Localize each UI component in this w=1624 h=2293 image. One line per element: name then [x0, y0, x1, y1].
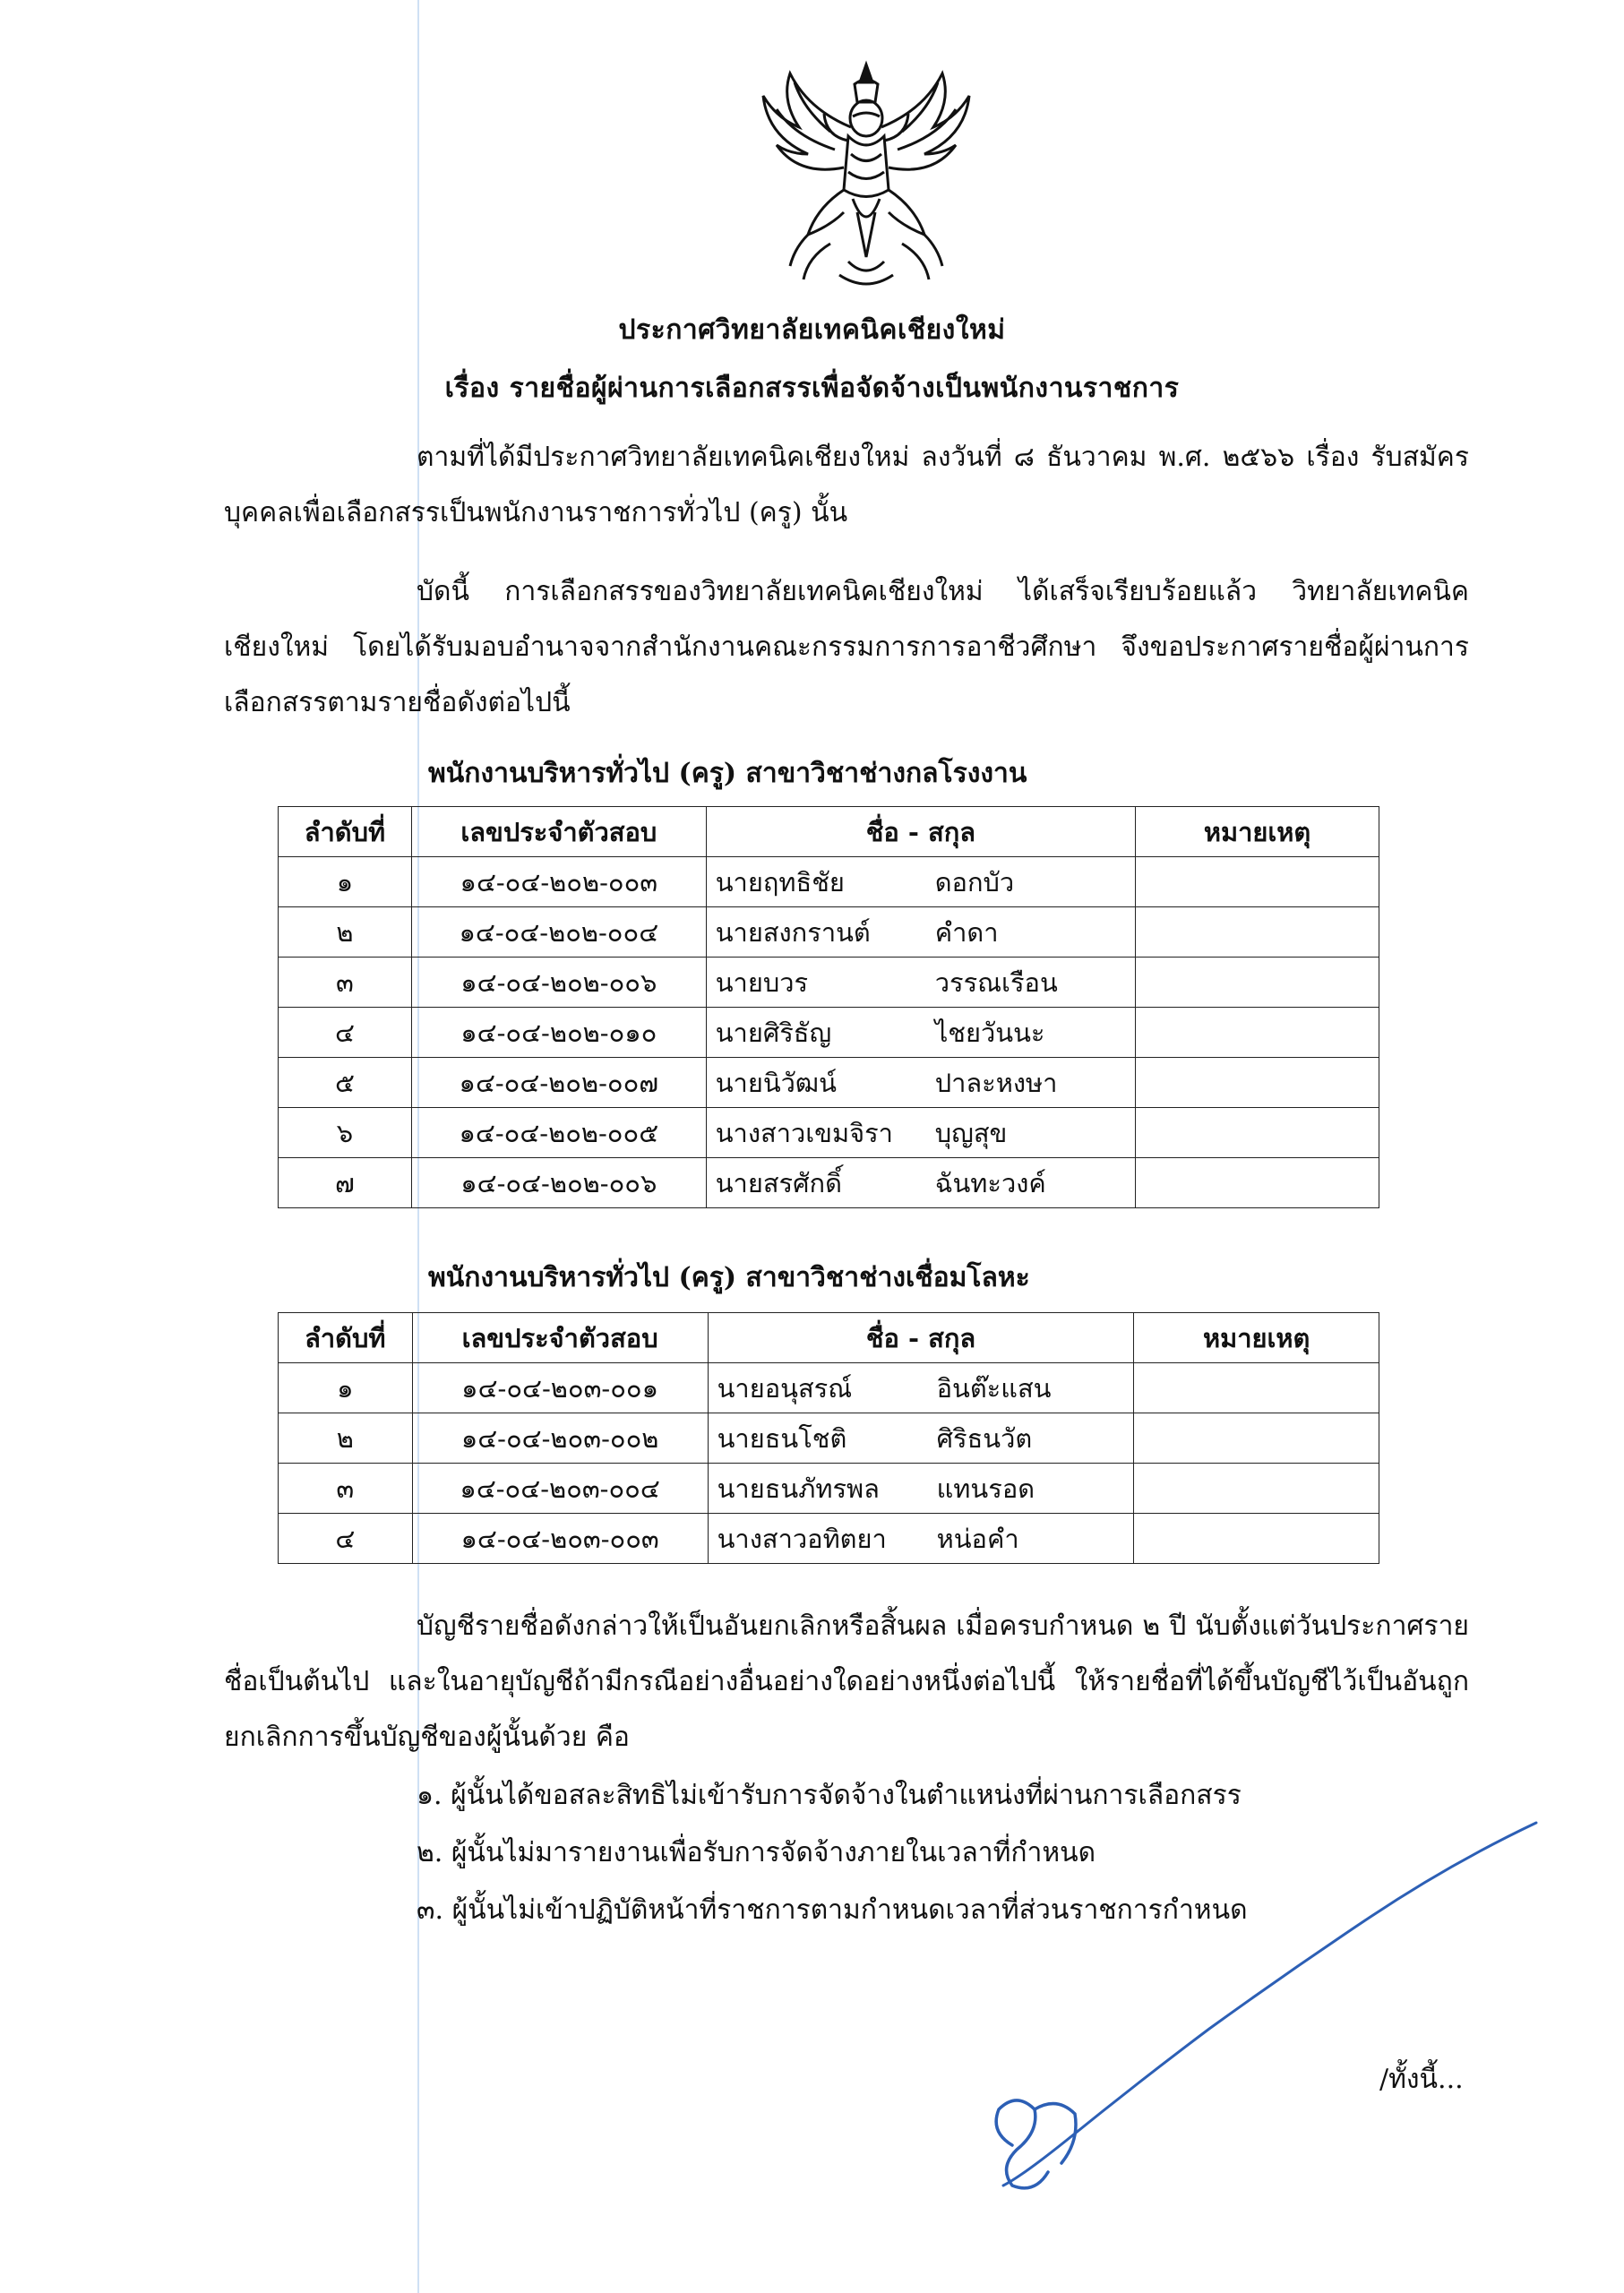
header-name: ชื่อ - สกุล [708, 1313, 1134, 1363]
row-no: ๒ [279, 907, 412, 958]
table-row [279, 1108, 1379, 1158]
table-row [279, 1158, 1379, 1208]
row-exam-id: ๑๔-๐๔-๒๐๒-๐๐๖ [411, 1158, 706, 1208]
row-exam-id: ๑๔-๐๔-๒๐๒-๐๑๐ [411, 1008, 706, 1058]
validity-paragraph: บัญชีรายชื่อดังกล่าวให้เป็นอันยกเลิกหรือสิ้นผล เมื่อครบกำหนด ๒ ปี นับตั้งแต่วันประกาศรายชื่อเป็นต้นไป และในอายุบัญชีถ้ามีกรณีอย่างอื่นอย่างใดอย่างหนึ่งต่อไปนี้ ให้รายชื่อที่ได้ขึ้นบัญชีไว้เป็นอันถูกยกเลิกการขึ้นบัญชีของผู้นั้นด้วย คือ [224, 1610, 1469, 1753]
table-row [279, 1363, 1379, 1413]
last-name: อินต๊ะแสน [936, 1372, 1052, 1404]
header-note: หมายเหตุ [1134, 1313, 1379, 1363]
row-no: ๔ [279, 1008, 412, 1058]
row-exam-id: ๑๔-๐๔-๒๐๒-๐๐๓ [411, 857, 706, 907]
first-name: นายธนภัทรพล [717, 1473, 880, 1504]
section-heading-machine-shop: พนักงานบริหารทั่วไป (ครู) สาขาวิชาช่างกลโรงงาน [428, 758, 1027, 789]
row-name [706, 1008, 1135, 1058]
table-row [279, 1008, 1379, 1058]
table-row [279, 1413, 1379, 1464]
row-note [1136, 1008, 1379, 1058]
row-name [706, 1108, 1135, 1158]
row-name [706, 1058, 1135, 1108]
last-name: หน่อคำ [936, 1523, 1019, 1554]
row-exam-id: ๑๔-๐๔-๒๐๓-๐๐๓ [412, 1514, 708, 1564]
table-row [279, 1058, 1379, 1108]
last-name: ฉันทะวงค์ [934, 1167, 1046, 1198]
table-header-row [279, 807, 1379, 857]
last-name: ปาละหงษา [934, 1067, 1058, 1098]
announcement-paragraph: บัดนี้ การเลือกสรรของวิทยาลัยเทคนิคเชียงใหม่ ได้เสร็จเรียบร้อยแล้ว วิทยาลัยเทคนิคเชียงใหม่ โดยได้รับมอบอำนาจจากสำนักงานคณะกรรมการการอาชีวศึกษา จึงขอประกาศรายชื่อผู้ผ่านการเลือกสรรตามรายชื่อดังต่อไปนี้ [224, 576, 1469, 718]
intro-paragraph: ตามที่ได้มีประกาศวิทยาลัยเทคนิคเชียงใหม่ ลงวันที่ ๘ ธันวาคม พ.ศ. ๒๕๖๖ เรื่อง รับสมัครบุคคลเพื่อเลือกสรรเป็นพนักงานราชการทั่วไป (ครู) นั้น [224, 442, 1469, 528]
row-no: ๑ [279, 1363, 413, 1413]
row-exam-id: ๑๔-๐๔-๒๐๒-๐๐๕ [411, 1108, 706, 1158]
first-name: นายบวร [715, 966, 809, 998]
row-name [708, 1413, 1134, 1464]
header-name: ชื่อ - สกุล [706, 807, 1135, 857]
row-name [706, 857, 1135, 907]
condition-item-1: ๑. ผู้นั้นได้ขอสละสิทธิไม่เข้ารับการจัดจ้างในตำแหน่งที่ผ่านการเลือกสรร [417, 1780, 1242, 1811]
last-name: คำดา [934, 916, 999, 948]
row-exam-id: ๑๔-๐๔-๒๐๓-๐๐๑ [412, 1363, 708, 1413]
row-no: ๑ [279, 857, 412, 907]
row-exam-id: ๑๔-๐๔-๒๐๒-๐๐๗ [411, 1058, 706, 1108]
first-name: นายสงกรานต์ [715, 916, 871, 948]
section-heading-welding: พนักงานบริหารทั่วไป (ครู) สาขาวิชาช่างเชื่อมโลหะ [428, 1262, 1030, 1293]
roster-table-welding [278, 1312, 1379, 1564]
header-no: ลำดับที่ [279, 807, 412, 857]
row-exam-id: ๑๔-๐๔-๒๐๒-๐๐๔ [411, 907, 706, 958]
row-note [1134, 1464, 1379, 1514]
last-name: ไชยวันนะ [934, 1017, 1045, 1048]
first-name: นางสาวเขมจิรา [715, 1117, 893, 1148]
table-row [279, 958, 1379, 1008]
header-no: ลำดับที่ [279, 1313, 413, 1363]
row-no: ๒ [279, 1413, 413, 1464]
row-no: ๓ [279, 1464, 413, 1514]
last-name: ศิริธนวัต [936, 1422, 1033, 1454]
first-name: นางสาวอทิตยา [717, 1523, 887, 1554]
table-row [279, 907, 1379, 958]
row-note [1136, 1158, 1379, 1208]
row-exam-id: ๑๔-๐๔-๒๐๓-๐๐๔ [412, 1464, 708, 1514]
header-exam-id: เลขประจำตัวสอบ [412, 1313, 708, 1363]
signature-mark-icon [985, 1791, 1568, 2203]
row-name [708, 1363, 1134, 1413]
row-no: ๕ [279, 1058, 412, 1108]
first-name: นายอนุสรณ์ [717, 1372, 853, 1404]
condition-item-3: ๓. ผู้นั้นไม่เข้าปฏิบัติหน้าที่ราชการตามกำหนดเวลาที่ส่วนราชการกำหนด [417, 1894, 1248, 1926]
last-name: แทนรอด [936, 1473, 1035, 1504]
row-name [706, 1158, 1135, 1208]
row-name [708, 1464, 1134, 1514]
first-name: นายธนโชติ [717, 1422, 847, 1454]
roster-table-machine-shop [278, 806, 1379, 1208]
garuda-emblem-icon [754, 56, 978, 297]
first-name: นายศิริธัญ [715, 1017, 832, 1048]
document-subject: เรื่อง รายชื่อผู้ผ่านการเลือกสรรเพื่อจัดจ้างเป็นพนักงานราชการ [444, 373, 1180, 404]
row-no: ๔ [279, 1514, 413, 1564]
table-row [279, 1464, 1379, 1514]
row-note [1136, 907, 1379, 958]
first-name: นายนิวัฒน์ [715, 1067, 837, 1098]
row-note [1134, 1514, 1379, 1564]
row-name [708, 1514, 1134, 1564]
row-exam-id: ๑๔-๐๔-๒๐๓-๐๐๒ [412, 1413, 708, 1464]
table-row [279, 857, 1379, 907]
row-no: ๗ [279, 1158, 412, 1208]
last-name: วรรณเรือน [934, 966, 1058, 998]
row-note [1136, 958, 1379, 1008]
row-name [706, 958, 1135, 1008]
first-name: นายสรศักดิ์ [715, 1167, 842, 1198]
document-title: ประกาศวิทยาลัยเทคนิคเชียงใหม่ [618, 314, 1006, 346]
last-name: บุญสุข [934, 1117, 1008, 1148]
first-name: นายฤทธิชัย [715, 866, 845, 897]
table-header-row [279, 1313, 1379, 1363]
row-note [1136, 1108, 1379, 1158]
table-row [279, 1514, 1379, 1564]
row-note [1134, 1413, 1379, 1464]
condition-item-2: ๒. ผู้นั้นไม่มารายงานเพื่อรับการจัดจ้างภายในเวลาที่กำหนด [417, 1837, 1096, 1868]
row-note [1136, 857, 1379, 907]
row-exam-id: ๑๔-๐๔-๒๐๒-๐๐๖ [411, 958, 706, 1008]
header-note: หมายเหตุ [1136, 807, 1379, 857]
row-no: ๓ [279, 958, 412, 1008]
row-note [1134, 1363, 1379, 1413]
row-no: ๖ [279, 1108, 412, 1158]
continuation-marker: /ทั้งนี้... [1379, 2064, 1464, 2095]
header-exam-id: เลขประจำตัวสอบ [411, 807, 706, 857]
last-name: ดอกบัว [934, 866, 1015, 897]
row-note [1136, 1058, 1379, 1108]
row-name [706, 907, 1135, 958]
